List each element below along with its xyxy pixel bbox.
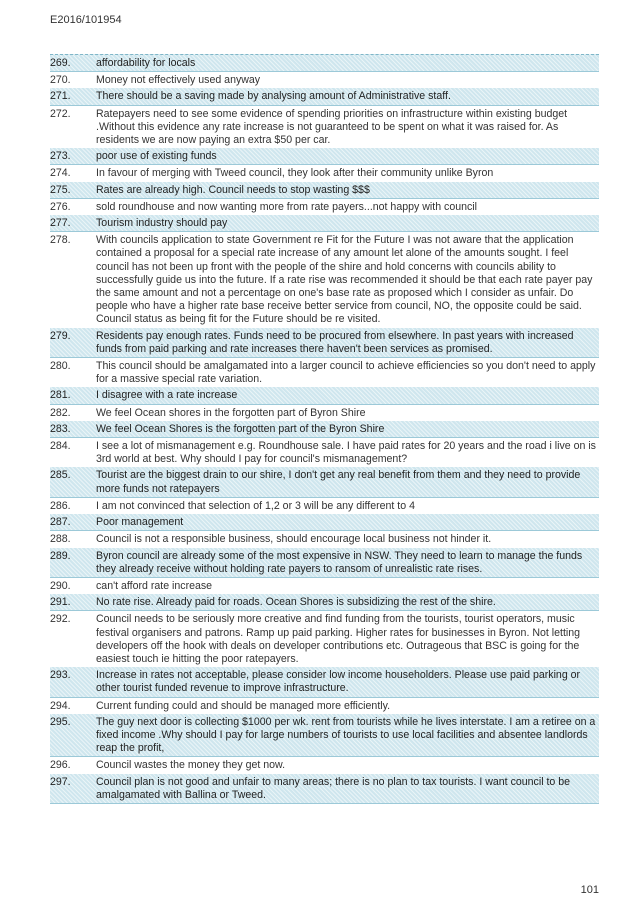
comment-row xyxy=(50,698,599,714)
comment-text: Council plan is not good and unfair to many areas; there is no plan to tax tourists. I want council to be amalgamated with Ballina or Tweed. xyxy=(96,775,571,801)
comment-number: 283. xyxy=(50,422,71,435)
comment-text: Ratepayers need to see some evidence of spending priorities on infrastructure within existing budget .Without this evidence any rate increase is not guaranteed to be spent on what it was raised for. As residents we are now paying an extra $50 per car. xyxy=(96,107,568,147)
comment-text: Poor management xyxy=(96,516,184,529)
comment-row xyxy=(50,438,599,467)
comment-number: 284. xyxy=(50,440,71,453)
page-number: 101 xyxy=(580,884,599,896)
comment-number: 293. xyxy=(50,669,71,682)
comment-row xyxy=(50,199,599,215)
comment-row xyxy=(50,182,599,199)
comment-row xyxy=(50,358,599,387)
comment-text: With councils application to state Government re Fit for the Future I was not aware that the application contained a proposal for a special rate increase of any amount let alone of the amounts sought. I feel council has not been up front with the people of the shire and hold concerns with councils ability to successfully guide us into the future. If a rate rise was recommended it should be that each rate payer pay the same amount and not a percentage on one's base rate as proposed which I consider as unfair. Do people who have a higher rate base receive better service from council, NO, the opposite could be said. Council status as being fit for the Future should be re visited. xyxy=(96,234,593,326)
comment-text: Residents pay enough rates. Funds need to be procured from elsewhere. In past years with increased funds from paid parking and rate increases there haven't been services as promised. xyxy=(96,329,574,355)
comment-row xyxy=(50,514,599,531)
comment-text: sold roundhouse and now wanting more from rate payers...not happy with council xyxy=(96,200,478,213)
comment-text: Money not effectively used anyway xyxy=(96,74,261,87)
comment-row xyxy=(50,232,599,327)
document-id: E2016/101954 xyxy=(50,14,122,26)
comment-text: Current funding could and should be managed more efficiently. xyxy=(96,699,391,712)
comment-number: 281. xyxy=(50,389,71,402)
comment-text: In favour of merging with Tweed council, they look after their community unlike Byron xyxy=(96,167,494,180)
comment-row xyxy=(50,88,599,105)
comment-row xyxy=(50,328,599,358)
comment-text: affordability for locals xyxy=(96,57,196,69)
comment-text: Council needs to be seriously more creative and find funding from the tourists, tourist operators, music festival organisers and patrons. Ramp up paid parking. Higher rates for businesses in Byron. Not letting developers off the hook with deals on developer contributions etc. Outrageous that BSC is going for the easiest touch ie hitting the poor ratepayers. xyxy=(96,613,581,665)
comment-number: 285. xyxy=(50,469,71,482)
comment-number: 270. xyxy=(50,74,71,87)
comment-text: Tourist are the biggest drain to our shire, I don't get any real benefit from them and they need to provide more funds not ratepayers xyxy=(96,469,581,495)
comment-text: can't afford rate increase xyxy=(96,579,213,592)
comment-row xyxy=(50,106,599,149)
comment-row xyxy=(50,611,599,667)
comment-number: 280. xyxy=(50,360,71,373)
comment-row xyxy=(50,421,599,438)
comment-row xyxy=(50,387,599,404)
comment-row xyxy=(50,215,599,232)
comment-text: I disagree with a rate increase xyxy=(96,389,238,402)
comment-number: 288. xyxy=(50,533,71,546)
comment-number: 279. xyxy=(50,329,71,342)
comment-text: I am not convinced that selection of 1,2 or 3 will be any different to 4 xyxy=(96,499,415,512)
comment-number: 273. xyxy=(50,150,71,163)
comment-row xyxy=(50,54,599,72)
comment-row xyxy=(50,757,599,773)
comment-number: 292. xyxy=(50,613,71,626)
comment-row xyxy=(50,594,599,611)
comment-number: 290. xyxy=(50,579,71,592)
comment-text: There should be a saving made by analysing amount of Administrative staff. xyxy=(96,90,451,103)
comment-text: No rate rise. Already paid for roads. Ocean Shores is subsidizing the rest of the shire. xyxy=(96,596,496,609)
comment-row xyxy=(50,774,599,804)
comment-number: 289. xyxy=(50,549,71,562)
comment-number: 272. xyxy=(50,107,71,120)
comment-text: We feel Ocean Shores is the forgotten part of the Byron Shire xyxy=(96,422,385,435)
comment-text: Rates are already high. Council needs to stop wasting $$$ xyxy=(96,183,370,196)
comment-text: Council is not a responsible business, should encourage local business not hinder it. xyxy=(96,533,492,546)
comment-number: 294. xyxy=(50,699,71,712)
comment-number: 295. xyxy=(50,715,71,728)
comment-number: 297. xyxy=(50,775,71,788)
comment-number: 296. xyxy=(50,759,71,772)
comment-row xyxy=(50,72,599,88)
comment-text: Tourism industry should pay xyxy=(96,217,228,230)
comment-number: 269. xyxy=(50,57,71,69)
comment-text: This council should be amalgamated into a larger council to achieve efficiencies so you don't need to apply for a massive special rate variation. xyxy=(96,360,596,386)
comment-row xyxy=(50,667,599,697)
comments-table xyxy=(50,54,599,804)
comment-row xyxy=(50,498,599,514)
comment-number: 274. xyxy=(50,167,71,180)
comment-row xyxy=(50,467,599,497)
comment-text: Increase in rates not acceptable, please consider low income householders. Please use paid parking or other tourist funded revenue to improve infrastructure. xyxy=(96,669,581,695)
comment-row xyxy=(50,714,599,758)
comment-number: 275. xyxy=(50,183,71,196)
comment-number: 277. xyxy=(50,217,71,230)
comment-text: I see a lot of mismanagement e.g. Roundhouse sale. I have paid rates for 20 years and the road i live on is 3rd world at best. Why should I pay for council's mismanagement? xyxy=(96,440,596,466)
comment-row xyxy=(50,548,599,578)
comment-number: 282. xyxy=(50,406,71,419)
comment-row xyxy=(50,578,599,594)
comment-text: Byron council are already some of the most expensive in NSW. They need to learn to manage the funds they already receive without holding rate payers to ransom of unrealistic rate rises. xyxy=(96,549,583,575)
comment-text: The guy next door is collecting $1000 per wk. rent from tourists while he lives interstate. I am a retiree on a fixed income .Why should I pay for large numbers of tourists to use local facilities and absentee landlords reap the profit, xyxy=(96,715,596,755)
comment-row xyxy=(50,165,599,181)
comment-text: Council wastes the money they get now. xyxy=(96,759,286,772)
comment-number: 287. xyxy=(50,516,71,529)
comment-row xyxy=(50,148,599,165)
comment-number: 286. xyxy=(50,499,71,512)
comment-number: 271. xyxy=(50,90,71,103)
comment-row xyxy=(50,405,599,421)
comment-number: 291. xyxy=(50,596,71,609)
comment-text: poor use of existing funds xyxy=(96,150,217,163)
comment-number: 278. xyxy=(50,234,71,247)
comment-number: 276. xyxy=(50,200,71,213)
comment-text: We feel Ocean shores in the forgotten part of Byron Shire xyxy=(96,406,366,419)
comment-row xyxy=(50,531,599,547)
